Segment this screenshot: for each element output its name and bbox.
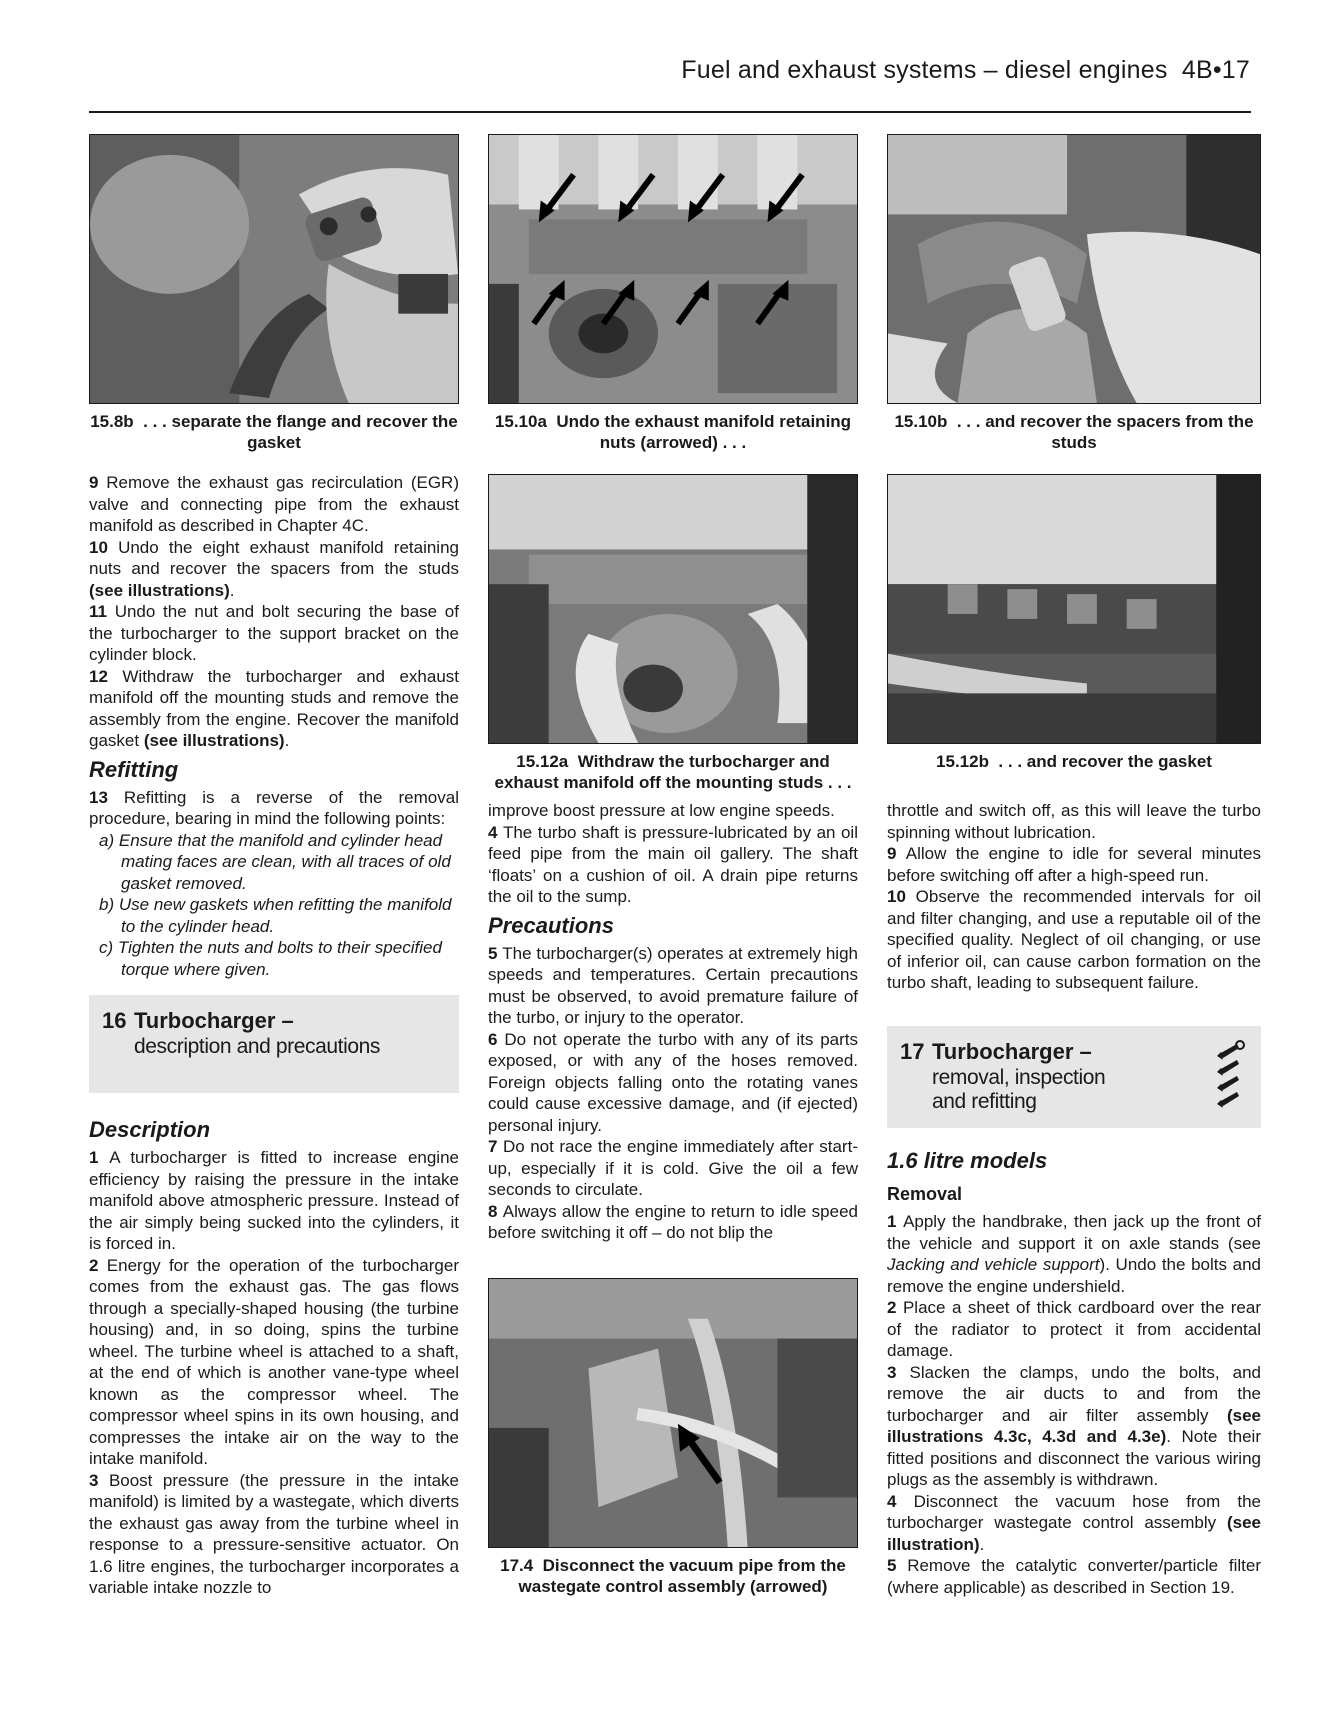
heading-description: Description [89,1117,211,1142]
photo-15-10a [488,134,858,404]
heading-refitting: Refitting [89,756,179,782]
caption-15-10a: 15.10a Undo the exhaust manifold retaining nuts (arrowed) . . . [494,412,852,452]
caption-15-12b: 15.12b . . . and recover the gasket [936,752,1212,771]
list-item-b: b) Use new gaskets when refitting the manifold to the cylinder head. [99,895,452,936]
paragraph-9: 9 Remove the exhaust gas recirculation (EGR) valve and connecting pipe from the exhaust manifold as described in Chapter 4C. [89,473,459,535]
paragraph-cont-3: throttle and switch off, as this will leave the turbo spinning without lubrication. [887,801,1261,842]
description-6: 6 Do not operate the turbo with any of its parts exposed, or with any of the hoses removed. Foreign objects falling onto the rotating vanes could cause excessive damage, and (if ejected) personal injury. [488,1029,858,1135]
paragraph-12: 12 Withdraw the turbocharger and exhaust manifold off the mounting studs and remove the assembly from the engine. Recover the manifold gasket (see illustrations). [89,666,459,750]
heading-1-6-litre-models: 1.6 litre models [887,1148,1048,1173]
section-17-number: 17 [900,1039,925,1064]
description-10: 10 Observe the recommended intervals for oil and filter changing, and use a reputable oil of the specified quality. Neglect of oil changing, or use of inferior oil, can cause carbon formation on the turbo shaft, leading to subsequent failure. [887,887,1261,992]
section-17-box [887,1026,1261,1128]
header-rule [89,111,1251,113]
running-head [681,56,1250,85]
column-1 [89,472,459,980]
section-17-subtitle-2: and refitting [932,1090,1037,1113]
description-4: 4 The turbo shaft is pressure-lubricated by an oil feed pipe from the main oil gallery. The shaft ‘floats’ on a cushion of oil. A drain pipe returns the oil to the sump. [488,822,858,906]
section-16-subtitle: description and precautions [134,1035,381,1058]
photo-17-4 [488,1278,858,1548]
list-item-c: c) Tighten the nuts and bolts to their specified torque where given. [99,938,442,979]
removal-1: 1 Apply the handbrake, then jack up the front of the vehicle and support it on axle stands (see Jacking and vehicle support). Undo the bolts and remove the engine undershield. [887,1212,1261,1296]
page-ref: 4B•17 [1181,56,1250,84]
paragraph-11: 11 Undo the nut and bolt securing the base of the turbocharger to the support bracket on the cylinder block. [89,602,459,664]
removal-2: 2 Place a sheet of thick cardboard over the rear of the radiator to protect it from accidental damage. [887,1298,1261,1360]
description-1: 1 A turbocharger is fitted to increase engine efficiency by raising the pressure in the intake manifold above atmospheric pressure. Instead of the air simply being sucked into the cylinders, it is forced in. [89,1148,459,1253]
removal-4: 4 Disconnect the vacuum hose from the turbocharger wastegate control assembly (see illustration). [887,1491,1261,1554]
paragraph-cont-2: improve boost pressure at low engine speeds. [488,801,835,820]
description-8: 8 Always allow the engine to return to idle speed before switching it off – do not blip the [488,1201,858,1242]
column-3 [887,800,1261,994]
photo-15-12b [887,474,1261,744]
section-17-subtitle-1: removal, inspection [932,1066,1106,1089]
caption-15-8b: 15.8b . . . separate the flange and recover the gasket [90,412,458,452]
removal-3: 3 Slacken the clamps, undo the bolts, and remove the air ducts to and from the turbocharger and air filter assembly (see illustrations 4.3c, 4.3d and 4.3e). Note their fitted positions and disconnect the various wiring plugs as the assembly is withdrawn. [887,1362,1261,1489]
description-7: 7 Do not race the engine immediately after start-up, especially if it is cold. Give the oil a few seconds to circulate. [488,1137,858,1199]
photo-15-8b [89,134,459,404]
chapter-title: Fuel and exhaust systems – diesel engines [681,56,1168,84]
list-item-a: a) Ensure that the manifold and cylinder head mating faces are clean, with all traces of old gasket removed. [99,830,451,893]
description-2: 2 Energy for the operation of the turbocharger comes from the exhaust gas. The gas flows through a specially-shaped housing (the turbine housing) and, in so doing, spins the turbine wheel. The turbine wheel is attached to a shaft, at the end of which is another vane-type wheel known as the compressor wheel. The compressor wheel spins in its own housing, and compresses the intake air on the way to the intake manifold. [89,1255,459,1468]
heading-removal: Removal [887,1184,963,1204]
description-5: 5 The turbocharger(s) operates at extremely high speeds and temperatures. Certain precautions must be observed, to avoid premature failure of the turbo, or injury to the operator. [488,943,858,1027]
section-16-box [89,995,459,1093]
section-16-number: 16 [102,1008,127,1033]
column-2 [488,800,858,1244]
removal-5: 5 Remove the catalytic converter/particle filter (where applicable) as described in Section 19. [887,1556,1261,1597]
column-3-removal [887,1143,1261,1598]
caption-15-12a: 15.12a Withdraw the turbocharger and exhaust manifold off the mounting studs . . . [494,752,852,792]
photo-15-12a [488,474,858,744]
section-17-title: Turbocharger – [932,1039,1092,1064]
description-9: 9 Allow the engine to idle for several minutes before switching off after a high-speed run. [887,844,1261,885]
description-3: 3 Boost pressure (the pressure in the intake manifold) is limited by a wastegate, which diverts the exhaust gas away from the turbine wheel in response to a pressure-sensitive actuator. On 1.6 litre engines, the turbocharger incorporates a variable intake nozzle to [89,1470,459,1597]
paragraph-10: 10 Undo the eight exhaust manifold retaining nuts and recover the spacers from the studs (see illustrations). [89,537,459,600]
difficulty-spanner-icon [1215,1040,1247,1116]
column-1-description [89,1112,459,1599]
section-16-title: Turbocharger – [134,1008,294,1033]
heading-precautions: Precautions [488,912,614,938]
caption-17-4: 17.4 Disconnect the vacuum pipe from the wastegate control assembly (arrowed) [500,1556,846,1596]
caption-15-10b: 15.10b . . . and recover the spacers from the studs [894,412,1254,452]
photo-15-10b [887,134,1261,404]
paragraph-13: 13 Refitting is a reverse of the removal procedure, bearing in mind the following points: [89,787,459,828]
